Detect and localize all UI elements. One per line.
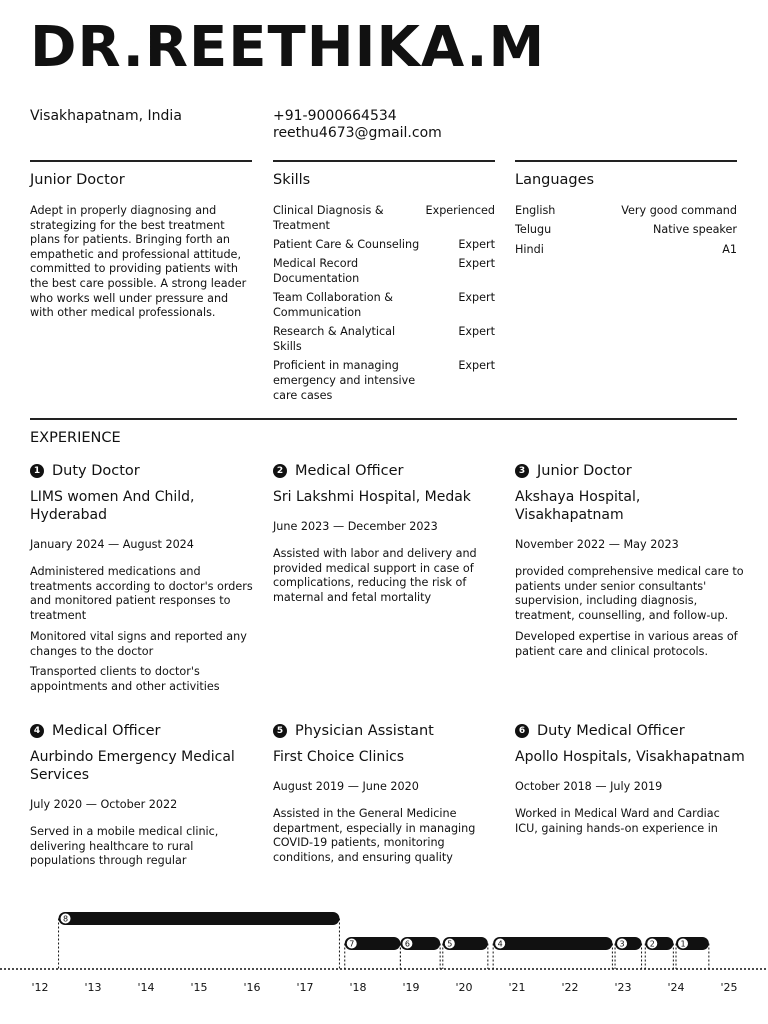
job-title [273,722,503,740]
skill-level: Experienced [425,204,495,217]
timeline-year-label: '24 [667,981,685,994]
summary-title: Junior Doctor [30,172,125,188]
timeline-bar-label: 5 [447,939,453,949]
phone: +91-9000664534 [273,108,397,124]
language-level: Very good command [621,204,737,217]
job-desc-item: Administered medications and treatments according to doctor's orders and monitored patient responses to treatment [30,565,253,623]
skill-name: Research & Analytical Skills [273,325,396,353]
job-title [515,722,745,740]
divider [30,160,252,162]
timeline-bar-label: 1 [680,939,686,949]
skill-row [273,359,495,403]
job-desc-item: Assisted with labor and delivery and provided medical support in case of complications, reducing the risk of maternal and fetal mortality [273,547,477,605]
job-title [30,722,260,740]
skill-row [273,291,495,320]
job-desc-item: Transported clients to doctor's appointments and other activities [30,665,220,693]
job-dates: January 2024 — August 2024 [30,538,194,551]
timeline-year-label: '21 [508,981,526,994]
timeline-bar-label: 2 [649,939,655,949]
timeline-bar-label: 7 [349,939,355,949]
job-description [30,825,260,869]
job-number-badge: 4 [30,724,44,738]
job-title-text: Duty Medical Officer [537,723,685,739]
job-company: LIMS women And Child, Hyderabad [30,489,195,523]
language-name: Hindi [515,242,544,256]
job-title-text: Junior Doctor [537,463,632,479]
divider [273,160,495,162]
timeline-year-label: '14 [137,981,155,994]
skill-name: Team Collaboration & Communication [273,291,393,319]
skill-name: Proficient in managing emergency and intensive care cases [273,359,416,402]
job-description [273,807,503,866]
job-number-badge: 5 [273,724,287,738]
skill-name: Clinical Diagnosis & Treatment [273,204,384,232]
skill-row [273,238,495,253]
skill-row [273,204,495,233]
career-timeline [0,895,768,1020]
job-entry [30,722,260,875]
job-entry [515,722,745,842]
timeline-bar-label: 8 [63,914,69,924]
job-title [30,462,260,480]
job-entry [273,722,503,872]
skill-level: Expert [458,325,495,339]
job-title-text: Medical Officer [295,463,404,479]
timeline-year-label: '17 [296,981,314,994]
language-row [515,243,737,258]
job-description [515,565,745,659]
job-title-text: Medical Officer [52,723,161,739]
timeline-bar-2 [645,937,673,969]
timeline-year-label: '25 [720,981,738,994]
timeline-bar-4 [493,937,612,969]
job-description [273,547,503,606]
job-number-badge: 2 [273,464,287,478]
timeline-bar-7 [345,937,401,969]
timeline-year-label: '15 [190,981,208,994]
job-desc-item: Worked in Medical Ward and Cardiac ICU, gaining hands-on experience in [515,807,720,835]
skill-level: Expert [458,359,495,373]
job-number-badge: 6 [515,724,529,738]
job-company: Apollo Hospitals, Visakhapatnam [515,749,745,765]
timeline-year-label: '23 [614,981,632,994]
job-description [515,807,745,836]
summary-text: Adept in properly diagnosing and strategizing for the best treatment plans for patients. Bringing forth an empathetic and professional attitude, committed to providing patients with the best care possible. A strong leader who works well under pressure and with other medical professionals. [30,204,247,320]
job-description [30,565,260,695]
languages-title: Languages [515,172,595,188]
timeline-year-label: '20 [455,981,473,994]
job-dates: November 2022 — May 2023 [515,538,679,551]
job-entry [515,462,745,665]
job-title [515,462,745,480]
language-level: Native speaker [652,223,737,237]
job-title [273,462,503,480]
timeline-year-label: '13 [84,981,102,994]
job-desc-item: Monitored vital signs and reported any changes to the doctor [30,629,247,658]
job-title-text: Physician Assistant [295,723,434,739]
job-company: First Choice Clinics [273,749,405,765]
skill-name: Patient Care & Counseling [273,237,420,251]
timeline-bar-6 [400,937,440,969]
language-row [515,223,737,238]
timeline-year-label: '18 [349,981,367,994]
job-entry [30,462,260,701]
job-dates: June 2023 — December 2023 [273,520,438,533]
timeline-bar [59,912,340,925]
timeline-bar-label: 4 [497,939,503,949]
job-dates: July 2020 — October 2022 [30,798,178,811]
email[interactable]: reethu4673@gmail.com [273,125,442,141]
skill-name: Medical Record Documentation [273,257,360,285]
job-number-badge: 1 [30,464,44,478]
job-desc-item: Assisted in the General Medicine department, especially in managing COVID-19 patients, monitoring conditions, and ensuring quality [273,807,476,865]
language-row [515,204,737,219]
timeline-bar-3 [615,937,642,969]
job-company: Aurbindo Emergency Medical Services [30,749,235,783]
job-title-text: Duty Doctor [52,463,140,479]
languages-list [515,204,737,262]
timeline-year-label: '22 [561,981,579,994]
timeline-bar-8 [59,912,340,969]
skill-row [273,257,495,286]
job-company: Akshaya Hospital, Visakhapatnam [515,489,641,523]
job-company: Sri Lakshmi Hospital, Medak [273,489,471,505]
skills-list [273,204,495,408]
job-desc-item: Developed expertise in various areas of patient care and clinical protocols. [515,629,738,658]
experience-title: EXPERIENCE [30,430,121,446]
timeline-year-label: '12 [31,981,49,994]
language-name: English [515,204,556,217]
language-level: A1 [722,242,737,256]
job-desc-item: provided comprehensive medical care to patients under senior consultants' supervision, including diagnosis, treatment, counselling, and follow-up. [515,565,744,623]
language-name: Telugu [515,223,552,237]
timeline-year-label: '19 [402,981,420,994]
timeline-bar-label: 6 [404,939,410,949]
timeline-year-label: '16 [243,981,261,994]
job-number-badge: 3 [515,464,529,478]
location: Visakhapatnam, India [30,108,182,124]
skill-level: Expert [458,237,495,251]
divider [30,418,737,420]
skill-row [273,325,495,354]
job-desc-item: Served in a mobile medical clinic, delivering healthcare to rural populations through regular [30,825,219,868]
skill-level: Expert [458,291,495,305]
divider [515,160,737,162]
skill-level: Expert [458,257,495,271]
skills-title: Skills [273,172,311,188]
job-dates: August 2019 — June 2020 [273,780,419,793]
resume-name: DR.REETHIKA.M [30,15,546,80]
job-dates: October 2018 — July 2019 [515,780,663,793]
timeline-bar [493,937,612,950]
job-entry [273,462,503,612]
contact-block [273,108,442,142]
timeline-bar-label: 3 [619,939,625,949]
timeline-bar-5 [443,937,488,969]
timeline-bar-1 [676,937,709,969]
